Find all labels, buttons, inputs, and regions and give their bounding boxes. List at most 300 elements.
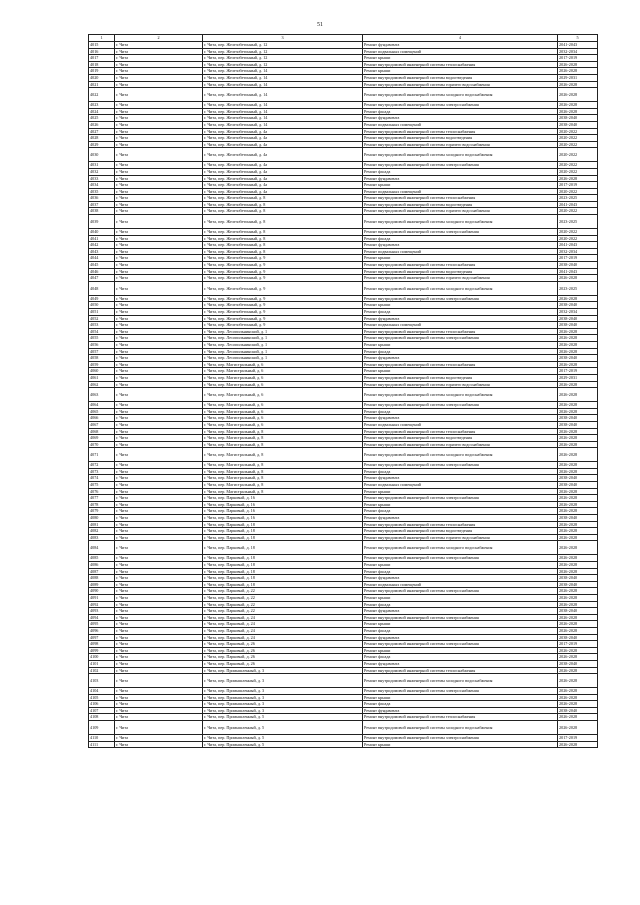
row-number: 4060 — [89, 368, 115, 375]
row-address: г. Чита, пер. Магистральный, д. 6 — [203, 374, 363, 381]
row-years: 2026-2028 — [558, 667, 598, 674]
table-row — [89, 608, 598, 615]
row-address: г. Чита, пер. Железобетонный, д. 4а — [203, 182, 363, 189]
row-address: г. Чита, пер. Железобетонный, д. 4а — [203, 175, 363, 182]
row-years: 2017-2019 — [558, 255, 598, 262]
row-address: г. Чита, пер. Железобетонный, д. 9 — [203, 262, 363, 269]
row-number: 4029 — [89, 141, 115, 148]
table-row — [89, 647, 598, 654]
row-years: 2026-2028 — [558, 701, 598, 708]
row-address: г. Чита, пер. Парковый, д. 26 — [203, 660, 363, 667]
row-years: 2026-2028 — [558, 61, 598, 68]
table-row — [89, 660, 598, 667]
row-years: 2026-2028 — [558, 654, 598, 661]
row-city: г. Чита — [115, 302, 203, 309]
table-row — [89, 515, 598, 522]
table-row — [89, 235, 598, 242]
row-work-type: Ремонт внутридомовой инженерной системы электроснабжения — [363, 495, 558, 502]
table-row — [89, 555, 598, 562]
row-work-type: Ремонт внутридомовой инженерной системы теплоснабжения — [363, 667, 558, 674]
row-number: 4054 — [89, 328, 115, 335]
row-work-type: Ремонт внутридомовой инженерной системы холодного водоснабжения — [363, 215, 558, 229]
row-years: 2038-2040 — [558, 608, 598, 615]
row-work-type: Ремонт крыши — [363, 341, 558, 348]
row-city: г. Чита — [115, 148, 203, 162]
table-row — [89, 614, 598, 621]
table-row — [89, 421, 598, 428]
row-city: г. Чита — [115, 248, 203, 255]
row-city: г. Чита — [115, 495, 203, 502]
row-address: г. Чита, пер. Железобетонный, д. 9 — [203, 309, 363, 316]
row-number: 4072 — [89, 462, 115, 469]
row-address: г. Чита, пер. Магистральный, д. 6 — [203, 402, 363, 409]
row-work-type: Ремонт фасада — [363, 348, 558, 355]
row-address: г. Чита, пер. Железобетонный, д. 14 — [203, 102, 363, 109]
row-number: 4108 — [89, 714, 115, 721]
row-number: 4099 — [89, 647, 115, 654]
table-row — [89, 295, 598, 302]
row-years: 2026-2028 — [558, 102, 598, 109]
row-work-type: Ремонт внутридомовой инженерной системы водоотведения — [363, 74, 558, 81]
row-address: г. Чита, пер. Железобетонный, д. 8 — [203, 201, 363, 208]
row-work-type: Ремонт внутридомовой инженерной системы горячего водоснабжения — [363, 381, 558, 388]
row-work-type: Ремонт внутридомовой инженерной системы водоотведения — [363, 201, 558, 208]
row-number: 4085 — [89, 555, 115, 562]
row-work-type: Ремонт внутридомовой инженерной системы водоотведения — [363, 374, 558, 381]
table-row — [89, 322, 598, 329]
row-city: г. Чита — [115, 515, 203, 522]
row-city: г. Чита — [115, 208, 203, 215]
row-work-type: Ремонт внутридомовой инженерной системы водоотведения — [363, 268, 558, 275]
row-work-type: Ремонт фундамента — [363, 707, 558, 714]
row-work-type: Ремонт крыши — [363, 647, 558, 654]
row-city: г. Чита — [115, 528, 203, 535]
row-number: 4036 — [89, 195, 115, 202]
row-work-type: Ремонт внутридомовой инженерной системы горячего водоснабжения — [363, 141, 558, 148]
row-number: 4033 — [89, 175, 115, 182]
header-cell: 4 — [363, 35, 558, 42]
table-row — [89, 268, 598, 275]
row-years: 2038-2040 — [558, 475, 598, 482]
row-years: 2026-2028 — [558, 68, 598, 75]
row-work-type: Ремонт внутридомовой инженерной системы холодного водоснабжения — [363, 721, 558, 735]
row-work-type: Ремонт внутридомовой инженерной системы электроснабжения — [363, 462, 558, 469]
row-work-type: Ремонт фасада — [363, 568, 558, 575]
row-work-type: Ремонт крыши — [363, 182, 558, 189]
row-number: 4079 — [89, 508, 115, 515]
row-years: 2020-2022 — [558, 135, 598, 142]
row-city: г. Чита — [115, 275, 203, 282]
table-row — [89, 654, 598, 661]
row-address: г. Чита, пер. Парковый, д. 24 — [203, 614, 363, 621]
table-row — [89, 562, 598, 569]
row-city: г. Чита — [115, 348, 203, 355]
row-address: г. Чита, пер. Парковый, д. 22 — [203, 594, 363, 601]
row-years: 2026-2028 — [558, 528, 598, 535]
row-number: 4077 — [89, 495, 115, 502]
row-city: г. Чита — [115, 448, 203, 462]
row-address: г. Чита, пер. Железобетонный, д. 12 — [203, 55, 363, 62]
table-row — [89, 55, 598, 62]
row-years: 2026-2028 — [558, 328, 598, 335]
row-number: 4096 — [89, 627, 115, 634]
row-work-type: Ремонт внутридомовой инженерной системы теплоснабжения — [363, 128, 558, 135]
row-city: г. Чита — [115, 647, 203, 654]
row-address: г. Чита, пер. Железобетонный, д. 14 — [203, 74, 363, 81]
row-city: г. Чита — [115, 541, 203, 555]
row-city: г. Чита — [115, 309, 203, 316]
row-years: 2026-2028 — [558, 601, 598, 608]
row-number: 4091 — [89, 594, 115, 601]
row-years: 2026-2028 — [558, 555, 598, 562]
row-address: г. Чита, пер. Железобетонный, д. 9 — [203, 302, 363, 309]
row-work-type: Ремонт фасада — [363, 508, 558, 515]
row-city: г. Чита — [115, 594, 203, 601]
row-address: г. Чита, пер. Магистральный, д. 8 — [203, 428, 363, 435]
table-row — [89, 508, 598, 515]
row-number: 4081 — [89, 521, 115, 528]
table-row — [89, 568, 598, 575]
row-years: 2026-2028 — [558, 521, 598, 528]
table-row — [89, 448, 598, 462]
row-address: г. Чита, пер. Промышленный, д. 3 — [203, 701, 363, 708]
row-address: г. Чита, пер. Парковый, д. 26 — [203, 654, 363, 661]
row-address: г. Чита, пер. Железобетонный, д. 14 — [203, 108, 363, 115]
row-years: 2020-2022 — [558, 235, 598, 242]
row-city: г. Чита — [115, 141, 203, 148]
table-row — [89, 588, 598, 595]
row-city: г. Чита — [115, 421, 203, 428]
row-address: г. Чита, пер. Железобетонный, д. 14 — [203, 81, 363, 88]
row-address: г. Чита, пер. Промышленный, д. 3 — [203, 707, 363, 714]
row-years: 2038-2040 — [558, 581, 598, 588]
row-address: г. Чита, пер. Железобетонный, д. 9 — [203, 255, 363, 262]
row-work-type: Ремонт внутридомовой инженерной системы холодного водоснабжения — [363, 281, 558, 295]
row-city: г. Чита — [115, 235, 203, 242]
row-years: 2026-2028 — [558, 448, 598, 462]
row-city: г. Чита — [115, 614, 203, 621]
table-row — [89, 428, 598, 435]
table-row — [89, 61, 598, 68]
row-work-type: Ремонт фундамента — [363, 660, 558, 667]
row-work-type: Ремонт крыши — [363, 621, 558, 628]
table-row — [89, 621, 598, 628]
row-address: г. Чита, пер. Железобетонный, д. 4а — [203, 168, 363, 175]
row-number: 4064 — [89, 402, 115, 409]
row-work-type: Ремонт крыши — [363, 68, 558, 75]
table-row — [89, 74, 598, 81]
row-city: г. Чита — [115, 328, 203, 335]
row-number: 4066 — [89, 415, 115, 422]
row-years: 2026-2028 — [558, 721, 598, 735]
table-row — [89, 348, 598, 355]
table-row — [89, 175, 598, 182]
row-address: г. Чита, пер. Парковый, д. 18 — [203, 541, 363, 555]
row-number: 4043 — [89, 248, 115, 255]
row-number: 4020 — [89, 74, 115, 81]
row-city: г. Чита — [115, 660, 203, 667]
row-number: 4049 — [89, 295, 115, 302]
row-city: г. Чита — [115, 634, 203, 641]
row-city: г. Чита — [115, 188, 203, 195]
row-number: 4088 — [89, 575, 115, 582]
row-work-type: Ремонт внутридомовой инженерной системы водоотведения — [363, 435, 558, 442]
row-city: г. Чита — [115, 575, 203, 582]
row-number: 4087 — [89, 568, 115, 575]
table-row — [89, 168, 598, 175]
row-number: 4040 — [89, 229, 115, 236]
table-row — [89, 521, 598, 528]
row-city: г. Чита — [115, 707, 203, 714]
row-work-type: Ремонт внутридомовой инженерной системы водоотведения — [363, 135, 558, 142]
row-years: 2020-2022 — [558, 128, 598, 135]
row-work-type: Ремонт крыши — [363, 302, 558, 309]
table-row — [89, 341, 598, 348]
row-address: г. Чита, пер. Железобетонный, д. 8 — [203, 195, 363, 202]
row-number: 4094 — [89, 614, 115, 621]
table-row — [89, 735, 598, 742]
table-row — [89, 575, 598, 582]
table-row — [89, 674, 598, 688]
row-number: 4070 — [89, 441, 115, 448]
row-address: г. Чита, пер. Железобетонный, д. 9 — [203, 295, 363, 302]
row-years: 2038-2040 — [558, 707, 598, 714]
row-number: 4046 — [89, 268, 115, 275]
row-years: 2026-2028 — [558, 435, 598, 442]
row-city: г. Чита — [115, 68, 203, 75]
row-work-type: Ремонт крыши — [363, 255, 558, 262]
row-number: 4098 — [89, 641, 115, 648]
row-city: г. Чита — [115, 402, 203, 409]
row-address: г. Чита, пер. Лесопильнинский, д. 1 — [203, 335, 363, 342]
row-years: 2026-2028 — [558, 741, 598, 748]
row-work-type: Ремонт внутридомовой инженерной системы электроснабжения — [363, 555, 558, 562]
row-years: 2026-2028 — [558, 621, 598, 628]
row-number: 4068 — [89, 428, 115, 435]
row-number: 4110 — [89, 735, 115, 742]
row-address: г. Чита, пер. Железобетонный, д. 8 — [203, 215, 363, 229]
table-row — [89, 208, 598, 215]
table-row — [89, 242, 598, 249]
row-work-type: Ремонт фасада — [363, 309, 558, 316]
table-row — [89, 135, 598, 142]
row-number: 4104 — [89, 688, 115, 695]
row-number: 4063 — [89, 388, 115, 402]
row-number: 4074 — [89, 475, 115, 482]
row-years: 2020-2022 — [558, 148, 598, 162]
row-number: 4080 — [89, 515, 115, 522]
row-address: г. Чита, пер. Железобетонный, д. 8 — [203, 242, 363, 249]
row-city: г. Чита — [115, 61, 203, 68]
row-years: 2041-2043 — [558, 242, 598, 249]
row-number: 4106 — [89, 701, 115, 708]
row-number: 4032 — [89, 168, 115, 175]
row-work-type: Ремонт внутридомовой инженерной системы горячего водоснабжения — [363, 81, 558, 88]
row-address: г. Чита, пер. Магистральный, д. 6 — [203, 408, 363, 415]
row-work-type: Ремонт подвальных помещений — [363, 421, 558, 428]
row-work-type: Ремонт внутридомовой инженерной системы электроснабжения — [363, 588, 558, 595]
row-number: 4067 — [89, 421, 115, 428]
row-address: г. Чита, пер. Парковый, д. 22 — [203, 588, 363, 595]
row-years: 2038-2040 — [558, 121, 598, 128]
table-row — [89, 255, 598, 262]
table-row — [89, 315, 598, 322]
row-city: г. Чита — [115, 408, 203, 415]
row-address: г. Чита, пер. Железобетонный, д. 14 — [203, 88, 363, 102]
row-city: г. Чита — [115, 388, 203, 402]
row-city: г. Чита — [115, 735, 203, 742]
row-city: г. Чита — [115, 168, 203, 175]
table-row — [89, 462, 598, 469]
row-years: 2026-2028 — [558, 501, 598, 508]
row-years: 2017-2019 — [558, 55, 598, 62]
row-work-type: Ремонт фундамента — [363, 415, 558, 422]
row-city: г. Чита — [115, 741, 203, 748]
row-address: г. Чита, пер. Парковый, д. 22 — [203, 601, 363, 608]
row-city: г. Чита — [115, 508, 203, 515]
row-years: 2017-2019 — [558, 368, 598, 375]
row-work-type: Ремонт фасада — [363, 627, 558, 634]
row-work-type: Ремонт подвальных помещений — [363, 248, 558, 255]
row-city: г. Чита — [115, 368, 203, 375]
table-row — [89, 741, 598, 748]
row-city: г. Чита — [115, 341, 203, 348]
table-row — [89, 381, 598, 388]
table-row — [89, 688, 598, 695]
table-row — [89, 275, 598, 282]
row-number: 4024 — [89, 108, 115, 115]
row-address: г. Чита, пер. Парковый, д. 16 — [203, 495, 363, 502]
row-address: г. Чита, пер. Парковый, д. 26 — [203, 641, 363, 648]
row-address: г. Чита, пер. Парковый, д. 16 — [203, 501, 363, 508]
row-address: г. Чита, пер. Железобетонный, д. 12 — [203, 48, 363, 55]
row-work-type: Ремонт внутридомовой инженерной системы электроснабжения — [363, 402, 558, 409]
row-number: 4065 — [89, 408, 115, 415]
row-work-type: Ремонт фундамента — [363, 355, 558, 362]
row-years: 2026-2028 — [558, 441, 598, 448]
row-address: г. Чита, пер. Магистральный, д. 8 — [203, 435, 363, 442]
row-number: 4047 — [89, 275, 115, 282]
row-number: 4056 — [89, 341, 115, 348]
row-years: 2026-2028 — [558, 81, 598, 88]
row-work-type: Ремонт подвальных помещений — [363, 581, 558, 588]
repair-schedule-table — [88, 34, 598, 748]
row-address: г. Чита, пер. Промышленный, д. 5 — [203, 721, 363, 735]
table-row — [89, 309, 598, 316]
table-row — [89, 368, 598, 375]
table-row — [89, 229, 598, 236]
table-row — [89, 501, 598, 508]
row-work-type: Ремонт фасада — [363, 235, 558, 242]
row-years: 2026-2028 — [558, 108, 598, 115]
row-address: г. Чита, пер. Промышленный, д. 5 — [203, 714, 363, 721]
row-years: 2026-2028 — [558, 408, 598, 415]
row-number: 4092 — [89, 601, 115, 608]
header-cell: 5 — [558, 35, 598, 42]
row-city: г. Чита — [115, 255, 203, 262]
row-work-type: Ремонт внутридомовой инженерной системы теплоснабжения — [363, 428, 558, 435]
row-work-type: Ремонт внутридомовой инженерной системы холодного водоснабжения — [363, 148, 558, 162]
table-row — [89, 115, 598, 122]
row-city: г. Чита — [115, 641, 203, 648]
row-number: 4051 — [89, 309, 115, 316]
row-years: 2026-2028 — [558, 361, 598, 368]
row-work-type: Ремонт внутридомовой инженерной системы электроснабжения — [363, 162, 558, 169]
page-number: 51 — [317, 22, 323, 28]
row-address: г. Чита, пер. Магистральный, д. 8 — [203, 448, 363, 462]
row-address: г. Чита, пер. Парковый, д. 18 — [203, 562, 363, 569]
row-city: г. Чита — [115, 588, 203, 595]
row-city: г. Чита — [115, 468, 203, 475]
row-work-type: Ремонт фундамента — [363, 315, 558, 322]
table-row — [89, 188, 598, 195]
row-city: г. Чита — [115, 667, 203, 674]
row-number: 4103 — [89, 674, 115, 688]
row-city: г. Чита — [115, 581, 203, 588]
row-number: 4022 — [89, 88, 115, 102]
row-number: 4031 — [89, 162, 115, 169]
row-number: 4058 — [89, 355, 115, 362]
table-header — [89, 35, 598, 42]
row-address: г. Чита, пер. Парковый, д. 24 — [203, 621, 363, 628]
row-years: 2026-2028 — [558, 508, 598, 515]
row-address: г. Чита, пер. Промышленный, д. 3 — [203, 674, 363, 688]
row-years: 2020-2022 — [558, 208, 598, 215]
row-address: г. Чита, пер. Железобетонный, д. 4а — [203, 148, 363, 162]
row-years: 2041-2043 — [558, 201, 598, 208]
row-work-type: Ремонт фасада — [363, 654, 558, 661]
row-number: 4041 — [89, 235, 115, 242]
table-row — [89, 281, 598, 295]
table-row — [89, 701, 598, 708]
row-years: 2026-2028 — [558, 534, 598, 541]
row-years: 2038-2040 — [558, 421, 598, 428]
header-cell: 2 — [115, 35, 203, 42]
row-city: г. Чита — [115, 674, 203, 688]
row-number: 4016 — [89, 48, 115, 55]
row-years: 2020-2022 — [558, 168, 598, 175]
table-row — [89, 601, 598, 608]
row-address: г. Чита, пер. Магистральный, д. 8 — [203, 441, 363, 448]
table-row — [89, 262, 598, 269]
row-years: 2020-2022 — [558, 162, 598, 169]
row-number: 4101 — [89, 660, 115, 667]
table-row — [89, 201, 598, 208]
row-address: г. Чита, пер. Железобетонный, д. 9 — [203, 281, 363, 295]
row-address: г. Чита, пер. Железобетонный, д. 8 — [203, 235, 363, 242]
row-years: 2038-2040 — [558, 262, 598, 269]
row-work-type: Ремонт фундамента — [363, 115, 558, 122]
row-work-type: Ремонт внутридомовой инженерной системы горячего водоснабжения — [363, 208, 558, 215]
row-city: г. Чита — [115, 335, 203, 342]
row-address: г. Чита, пер. Лесопильнинский, д. 1 — [203, 355, 363, 362]
row-number: 4021 — [89, 81, 115, 88]
row-years: 2038-2040 — [558, 115, 598, 122]
row-city: г. Чита — [115, 374, 203, 381]
row-number: 4097 — [89, 634, 115, 641]
row-work-type: Ремонт крыши — [363, 594, 558, 601]
row-work-type: Ремонт фундамента — [363, 175, 558, 182]
row-city: г. Чита — [115, 475, 203, 482]
row-years: 2023-2025 — [558, 281, 598, 295]
row-number: 4093 — [89, 608, 115, 615]
row-work-type: Ремонт фундамента — [363, 608, 558, 615]
header-cell: 3 — [203, 35, 363, 42]
row-work-type: Ремонт внутридомовой инженерной системы электроснабжения — [363, 102, 558, 109]
row-number: 4052 — [89, 315, 115, 322]
row-work-type: Ремонт фундамента — [363, 42, 558, 49]
table-row — [89, 48, 598, 55]
